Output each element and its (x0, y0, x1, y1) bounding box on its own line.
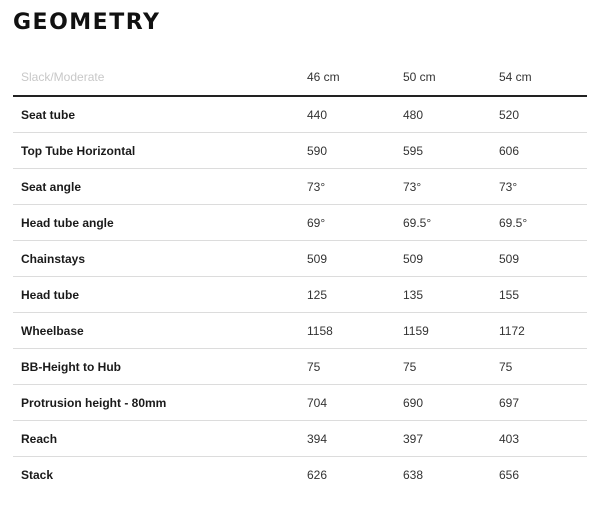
table-row (13, 169, 587, 205)
row-value: 606 (491, 133, 587, 169)
table-row (13, 313, 587, 349)
row-value: 704 (299, 385, 395, 421)
row-value: 1159 (395, 313, 491, 349)
row-value: 125 (299, 277, 395, 313)
row-value: 73° (491, 169, 587, 205)
row-value: 403 (491, 421, 587, 457)
table-row (13, 421, 587, 457)
header-size-50: 50 cm (395, 59, 491, 96)
table-header-row (13, 59, 587, 96)
row-value: 480 (395, 96, 491, 133)
row-value: 590 (299, 133, 395, 169)
row-value: 509 (299, 241, 395, 277)
table-row (13, 349, 587, 385)
table-row (13, 133, 587, 169)
row-value: 697 (491, 385, 587, 421)
row-value: 69.5° (395, 205, 491, 241)
row-value: 520 (491, 96, 587, 133)
header-size-54: 54 cm (491, 59, 587, 96)
row-value: 656 (499, 467, 520, 482)
row-value: 1158 (299, 313, 395, 349)
table-row (13, 277, 587, 313)
header-size-46: 46 cm (299, 59, 395, 96)
row-value: 75 (299, 349, 395, 385)
row-value: 397 (395, 421, 491, 457)
row-label: Seat angle (13, 169, 299, 205)
row-label: Seat tube (13, 96, 299, 133)
geometry-table (13, 59, 587, 492)
row-label: Top Tube Horizontal (13, 133, 299, 169)
table-row (13, 457, 587, 493)
row-value: 595 (395, 133, 491, 169)
row-label: Stack (21, 467, 54, 482)
row-value: 440 (299, 96, 395, 133)
table-row (13, 205, 587, 241)
row-value: 155 (491, 277, 587, 313)
row-value: 73° (299, 169, 395, 205)
row-value: 73° (395, 169, 491, 205)
row-value: 75 (491, 349, 587, 385)
row-value: 75 (395, 349, 491, 385)
row-value: 509 (395, 241, 491, 277)
row-value: 1172 (491, 313, 587, 349)
row-value: 394 (299, 421, 395, 457)
page-title: GEOMETRY (13, 10, 161, 35)
row-label: Protrusion height - 80mm (13, 385, 299, 421)
row-value: 69° (299, 205, 395, 241)
row-label: Head tube angle (13, 205, 299, 241)
row-value: 626 (307, 467, 328, 482)
row-label: Reach (13, 421, 299, 457)
table-row (13, 385, 587, 421)
row-value: 135 (395, 277, 491, 313)
header-corner-label: Slack/Moderate (13, 59, 299, 96)
row-label: BB-Height to Hub (13, 349, 299, 385)
row-label: Wheelbase (13, 313, 299, 349)
table-row (13, 241, 587, 277)
row-value: 638 (403, 467, 424, 482)
row-value: 690 (395, 385, 491, 421)
row-value: 509 (491, 241, 587, 277)
row-value: 69.5° (491, 205, 587, 241)
row-label: Head tube (13, 277, 299, 313)
row-label: Chainstays (13, 241, 299, 277)
table-row (13, 96, 587, 133)
